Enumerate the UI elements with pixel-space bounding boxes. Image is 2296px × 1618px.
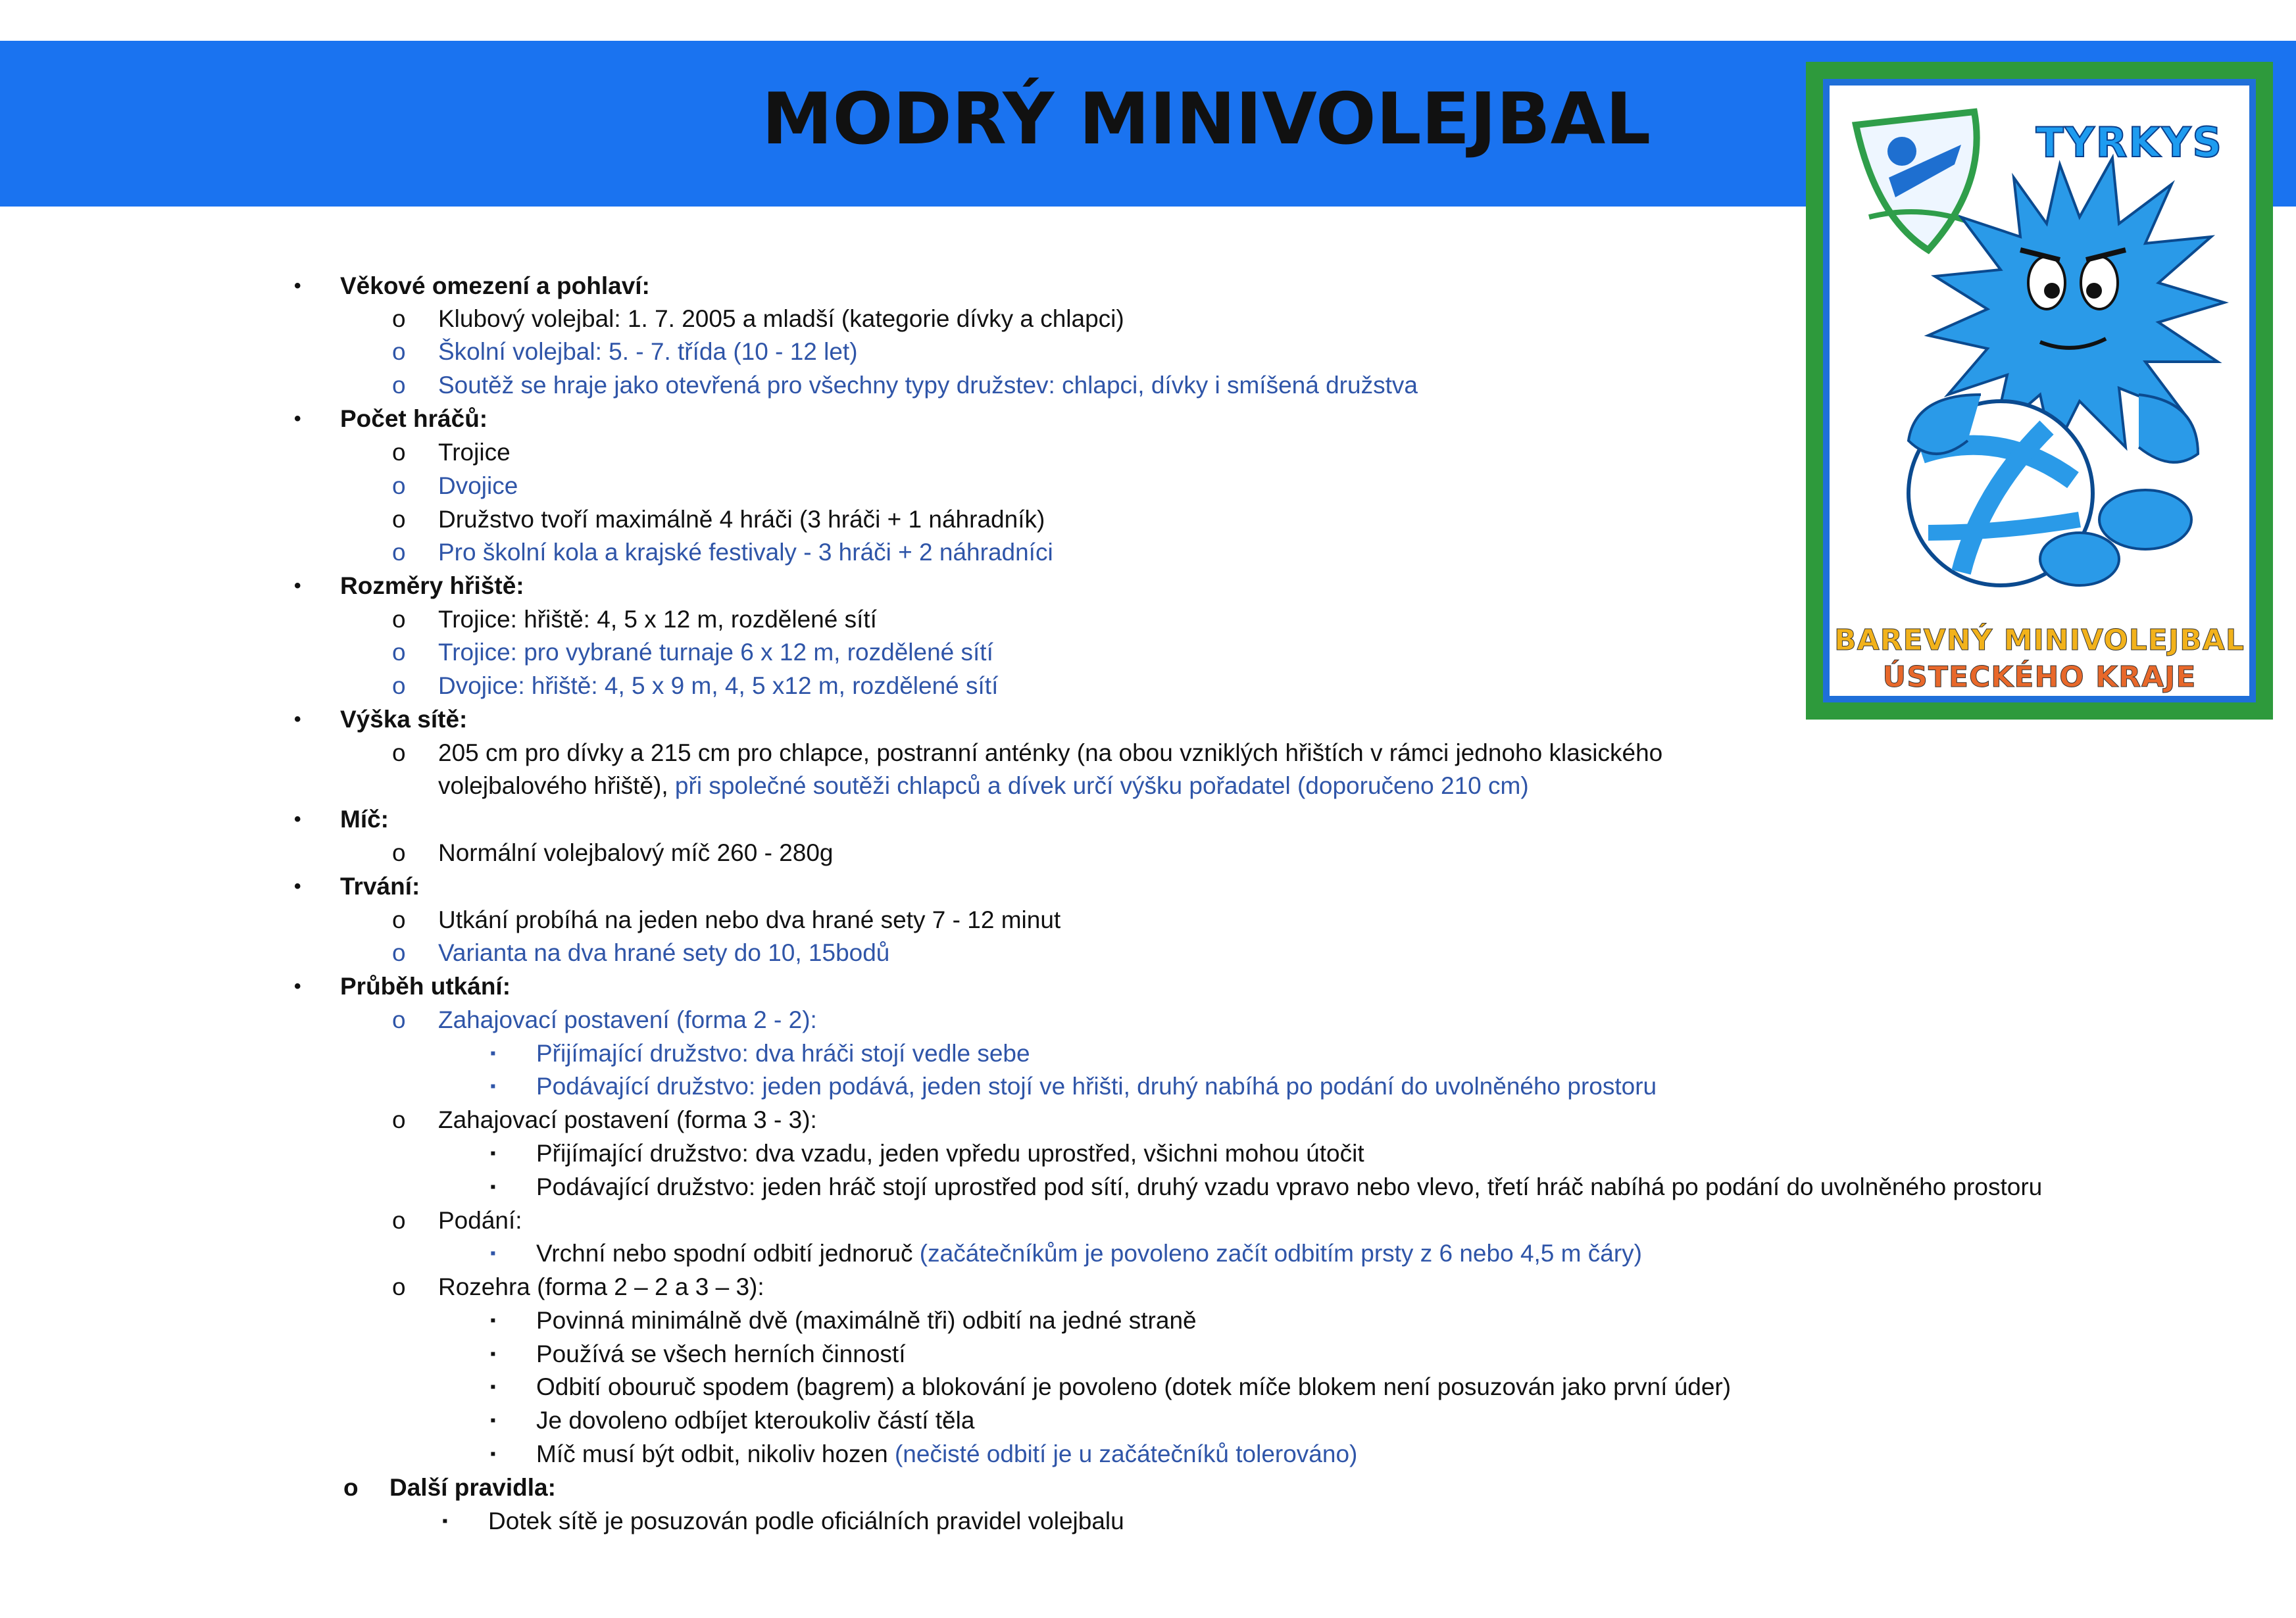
list-item: ▪ Používá se všech herních činností <box>490 1340 906 1367</box>
list-item: o Pro školní kola a krajské festivaly - 3 hráči + 2 náhradníci <box>392 539 1053 566</box>
list-item: • Výška sítě: <box>294 706 468 733</box>
mascot-illustration <box>1830 86 2249 696</box>
list-item: o Normální volejbalový míč 260 - 280g <box>392 839 834 866</box>
logo-line-1: BAREVNÝ MINIVOLEJBAL <box>1834 624 2245 657</box>
list-item: • Věkové omezení a pohlaví: <box>294 272 650 299</box>
list-item: ▪ Podávající družstvo: jeden hráč stojí uprostřed pod sítí, druhý vzadu vpravo nebo vlevo, třetí hráč nabíhá po podání do uvolněného prostoru <box>490 1173 2043 1200</box>
list-item: • Rozměry hřiště: <box>294 572 524 599</box>
list-item: ▪ Dotek sítě je posuzován podle oficiálních pravidel volejbalu <box>442 1508 1124 1534</box>
list-item: o Klubový volejbal: 1. 7. 2005 a mladší (kategorie dívky a chlapci) <box>392 305 1124 332</box>
list-item: o Dvojice <box>392 472 518 499</box>
list-item: o Podání: <box>392 1207 522 1234</box>
list-item: o Trojice <box>392 439 511 466</box>
list-item: o Školní volejbal: 5. - 7. třída (10 - 12 let) <box>392 338 858 365</box>
logo-line-2: ÚSTECKÉHO KRAJE <box>1882 660 2197 694</box>
list-item: o Zahajovací postavení (forma 2 - 2): <box>392 1006 817 1033</box>
list-item: ▪ Vrchní nebo spodní odbití jednoruč (začátečníkům je povoleno začít odbitím prsty z 6 nebo 4,5 m čáry) <box>490 1240 1642 1267</box>
list-item: o 205 cm pro dívky a 215 cm pro chlapce, postranní anténky (na obou vzniklých hřištích v rámci jednoho klasického <box>392 739 1663 766</box>
logo-frame <box>1823 79 2256 702</box>
list-item: ▪ Podávající družstvo: jeden podává, jeden stojí ve hřišti, druhý nabíhá po podání do uvolněného prostoru <box>490 1073 1657 1100</box>
list-item: • Počet hráčů: <box>294 405 488 432</box>
list-item: volejbalového hřiště), při společné soutěži chlapců a dívek určí výšku pořadatel (doporučeno 210 cm) <box>438 772 1529 799</box>
list-item: ▪ Míč musí být odbit, nikoliv hozen (nečisté odbití je u začátečníků tolerováno) <box>490 1440 1358 1467</box>
list-item: o Soutěž se hraje jako otevřená pro všechny typy družstev: chlapci, dívky i smíšená družstva <box>392 372 1418 399</box>
tyrkys-logo <box>1806 62 2273 720</box>
logo-name: TYRKYS <box>2035 118 2223 166</box>
list-item: ▪ Odbití obouruč spodem (bagrem) a blokování je povoleno (dotek míče blokem není posuzován jako první úder) <box>490 1373 1732 1400</box>
list-item: o Rozehra (forma 2 – 2 a 3 – 3): <box>392 1273 764 1300</box>
list-item: o Družstvo tvoří maximálně 4 hráči (3 hráči + 1 náhradník) <box>392 506 1045 533</box>
list-item: o Trojice: pro vybrané turnaje 6 x 12 m, rozdělené sítí <box>392 639 993 666</box>
list-item: ▪ Přijímající družstvo: dva vzadu, jeden vpředu uprostřed, všichni mohou útočit <box>490 1140 1364 1167</box>
list-item: o Zahajovací postavení (forma 3 - 3): <box>392 1106 817 1133</box>
list-item: o Další pravidla: <box>343 1474 556 1501</box>
list-item: • Průběh utkání: <box>294 973 511 1000</box>
list-item: o Utkání probíhá na jeden nebo dva hrané sety 7 - 12 minut <box>392 906 1061 933</box>
list-item: o Trojice: hřiště: 4, 5 x 12 m, rozdělené sítí <box>392 606 877 633</box>
list-item: o Varianta na dva hrané sety do 10, 15bodů <box>392 939 890 966</box>
list-item: ▪ Přijímající družstvo: dva hráči stojí vedle sebe <box>490 1040 1030 1067</box>
list-item: • Míč: <box>294 806 389 833</box>
list-item: ▪ Povinná minimálně dvě (maximálně tři) odbití na jedné straně <box>490 1307 1197 1334</box>
list-item: • Trvání: <box>294 873 420 900</box>
list-item: ▪ Je dovoleno odbíjet kteroukoliv částí těla <box>490 1407 975 1434</box>
list-item: o Dvojice: hřiště: 4, 5 x 9 m, 4, 5 x12 m, rozdělené sítí <box>392 672 999 699</box>
